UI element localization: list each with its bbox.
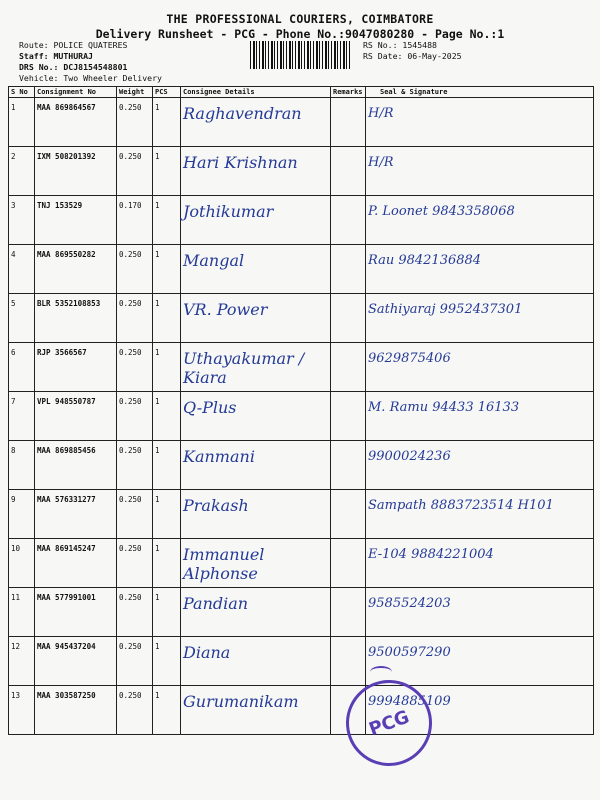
row-pcs: 1: [153, 490, 181, 539]
row-weight: 0.250: [117, 441, 153, 490]
row-weight: 0.250: [117, 245, 153, 294]
col-pcs: PCS: [153, 87, 181, 98]
row-consignment-no: MAA 945437204: [35, 637, 117, 686]
row-weight: 0.250: [117, 98, 153, 147]
col-signature: Seal & Signature: [366, 87, 594, 98]
row-sno: 11: [9, 588, 35, 637]
row-remarks: [331, 539, 366, 588]
row-signature: Sathiyaraj 9952437301: [366, 294, 594, 343]
row-sno: 4: [9, 245, 35, 294]
col-sno: S No: [9, 87, 35, 98]
row-consignment-no: TNJ 153529: [35, 196, 117, 245]
row-consignment-no: MAA 869885456: [35, 441, 117, 490]
row-consignment-no: MAA 869864567: [35, 98, 117, 147]
row-pcs: 1: [153, 98, 181, 147]
row-signature: H/R: [366, 98, 594, 147]
row-signature: 9585524203: [366, 588, 594, 637]
table-row: [9, 147, 594, 196]
table-row: [9, 392, 594, 441]
row-weight: 0.250: [117, 637, 153, 686]
company-title: THE PROFESSIONAL COURIERS, COIMBATORE: [166, 12, 434, 26]
table-row: [9, 441, 594, 490]
rs-no: RS No.: 1545488: [363, 40, 437, 50]
row-pcs: 1: [153, 686, 181, 735]
col-remarks: Remarks: [331, 87, 366, 98]
row-sno: 1: [9, 98, 35, 147]
row-consignee: Mangal: [181, 245, 331, 294]
row-consignment-no: MAA 576331277: [35, 490, 117, 539]
table-row: [9, 196, 594, 245]
row-remarks: [331, 343, 366, 392]
row-pcs: 1: [153, 588, 181, 637]
drs-no: DRS No.: DCJ8154548801: [19, 62, 128, 72]
row-consignee: Jothikumar: [181, 196, 331, 245]
table-row: [9, 588, 594, 637]
row-consignment-no: MAA 303587250: [35, 686, 117, 735]
rs-date: RS Date: 06-May-2025: [363, 51, 462, 61]
runsheet-table: [8, 86, 594, 735]
row-remarks: [331, 196, 366, 245]
row-signature: 9629875406: [366, 343, 594, 392]
row-consignee: Raghavendran: [181, 98, 331, 147]
row-consignment-no: BLR 5352108853: [35, 294, 117, 343]
row-consignee: Uthayakumar / Kiara: [181, 343, 331, 392]
barcode: [250, 41, 350, 69]
row-signature: E-104 9884221004: [366, 539, 594, 588]
row-weight: 0.250: [117, 539, 153, 588]
table-row: [9, 343, 594, 392]
row-sno: 12: [9, 637, 35, 686]
table-row: [9, 245, 594, 294]
row-signature: Sampath 8883723514 H101: [366, 490, 594, 539]
row-consignee: VR. Power: [181, 294, 331, 343]
table-row: [9, 294, 594, 343]
row-weight: 0.250: [117, 490, 153, 539]
row-consignee: Pandian: [181, 588, 331, 637]
row-consignment-no: VPL 948550787: [35, 392, 117, 441]
table-row: [9, 686, 594, 735]
row-weight: 0.250: [117, 343, 153, 392]
row-pcs: 1: [153, 294, 181, 343]
table-row: [9, 539, 594, 588]
table-row: [9, 98, 594, 147]
row-weight: 0.170: [117, 196, 153, 245]
row-sno: 7: [9, 392, 35, 441]
row-pcs: 1: [153, 441, 181, 490]
route: Route: POLICE QUATERES: [19, 40, 128, 50]
row-remarks: [331, 637, 366, 686]
row-remarks: [331, 441, 366, 490]
row-consignment-no: MAA 869550282: [35, 245, 117, 294]
table-header: [9, 87, 594, 98]
row-consignee: Kanmani: [181, 441, 331, 490]
col-consignment: Consignment No: [35, 87, 117, 98]
row-signature: 9900024236: [366, 441, 594, 490]
row-remarks: [331, 392, 366, 441]
runsheet-subtitle: Delivery Runsheet - PCG - Phone No.:9047080280 - Page No.:1: [95, 27, 505, 41]
row-signature: H/R: [366, 147, 594, 196]
table-row: [9, 490, 594, 539]
row-consignee: Hari Krishnan: [181, 147, 331, 196]
row-consignment-no: MAA 577991001: [35, 588, 117, 637]
row-sno: 3: [9, 196, 35, 245]
table-row: [9, 637, 594, 686]
row-consignee: Immanuel Alphonse: [181, 539, 331, 588]
row-consignee: Q-Plus: [181, 392, 331, 441]
row-consignment-no: RJP 3566567: [35, 343, 117, 392]
meta-right: [363, 40, 462, 62]
row-weight: 0.250: [117, 294, 153, 343]
row-sno: 13: [9, 686, 35, 735]
meta-left: [19, 40, 162, 84]
row-sno: 9: [9, 490, 35, 539]
row-sno: 5: [9, 294, 35, 343]
row-remarks: [331, 294, 366, 343]
row-remarks: [331, 245, 366, 294]
row-consignee: Gurumanikam: [181, 686, 331, 735]
row-remarks: [331, 490, 366, 539]
stamp-text: PCG: [366, 706, 412, 740]
row-sno: 8: [9, 441, 35, 490]
row-pcs: 1: [153, 343, 181, 392]
row-remarks: [331, 98, 366, 147]
row-sno: 2: [9, 147, 35, 196]
row-consignee: Diana: [181, 637, 331, 686]
col-consignee: Consignee Details: [181, 87, 331, 98]
row-consignment-no: MAA 869145247: [35, 539, 117, 588]
staff: Staff: MUTHURAJ: [19, 51, 93, 61]
row-consignee: Prakash: [181, 490, 331, 539]
row-pcs: 1: [153, 196, 181, 245]
row-sno: 10: [9, 539, 35, 588]
row-weight: 0.250: [117, 588, 153, 637]
stamp-mark: [370, 666, 392, 678]
row-signature: P. Loonet 9843358068: [366, 196, 594, 245]
vehicle: Vehicle: Two Wheeler Delivery: [19, 73, 162, 83]
row-weight: 0.250: [117, 686, 153, 735]
row-weight: 0.250: [117, 147, 153, 196]
row-pcs: 1: [153, 637, 181, 686]
row-weight: 0.250: [117, 392, 153, 441]
col-weight: Weight: [117, 87, 153, 98]
row-pcs: 1: [153, 539, 181, 588]
row-pcs: 1: [153, 147, 181, 196]
row-pcs: 1: [153, 392, 181, 441]
row-sno: 6: [9, 343, 35, 392]
row-pcs: 1: [153, 245, 181, 294]
row-signature: 9500597290: [366, 637, 594, 686]
row-consignment-no: IXM 508201392: [35, 147, 117, 196]
row-signature: M. Ramu 94433 16133: [366, 392, 594, 441]
row-remarks: [331, 147, 366, 196]
row-remarks: [331, 588, 366, 637]
row-signature: 9994885109: [366, 686, 594, 735]
row-signature: Rau 9842136884: [366, 245, 594, 294]
